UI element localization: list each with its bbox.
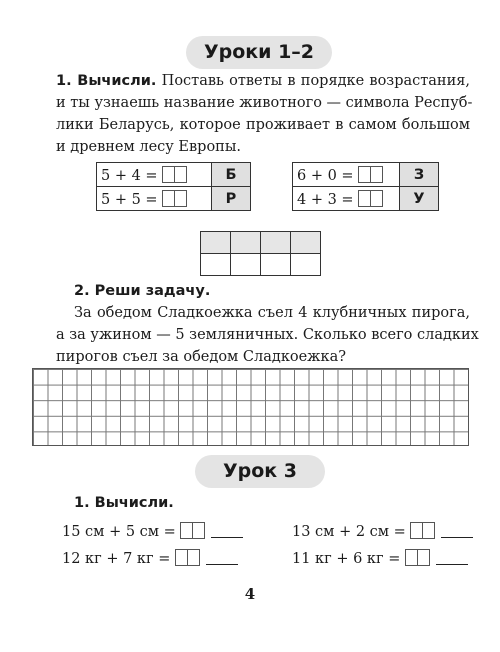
task1-line-2: и ты узнаешь название животного — символа Респуб- <box>56 95 473 111</box>
answer-box[interactable] <box>175 549 188 566</box>
right-example-table <box>292 162 439 211</box>
example-cell: 6 + 0 = <box>293 163 400 187</box>
grid-cell[interactable] <box>231 254 261 276</box>
letter-cell: У <box>400 187 439 211</box>
expression-3: 12 кг + 7 кг = <box>62 549 238 567</box>
answer-box[interactable] <box>371 190 383 207</box>
task1-text <box>56 70 473 158</box>
answer-line[interactable] <box>436 550 468 565</box>
task2-text <box>56 302 479 368</box>
table-row <box>293 187 439 211</box>
expression-4: 11 кг + 6 кг = <box>292 549 468 567</box>
letter-cell: З <box>400 163 439 187</box>
task2-line-3: пирогов съел за обедом Сладкоежка? <box>56 349 347 365</box>
task2-line-2: а за ужином — 5 земляничных. Сколько всего сладких <box>56 327 479 343</box>
grid-cell[interactable] <box>201 232 231 254</box>
task1-line-4: и древнем лесу Европы. <box>56 139 241 155</box>
task1-title: 1. Вычисли. <box>56 73 157 89</box>
answer-box[interactable] <box>418 549 430 566</box>
table-row <box>293 163 439 187</box>
answer-box[interactable] <box>193 522 205 539</box>
section-title-lessons-1-2: Уроки 1–2 <box>186 36 332 69</box>
answer-box[interactable] <box>423 522 435 539</box>
section-title-lesson-3: Урок 3 <box>195 455 325 488</box>
expression-1: 15 см + 5 см = <box>62 522 243 540</box>
answer-box[interactable] <box>405 549 418 566</box>
example-cell: 5 + 5 = <box>97 187 212 211</box>
solution-grid[interactable] <box>32 368 469 446</box>
grid-cell[interactable] <box>201 254 231 276</box>
answer-box[interactable] <box>371 166 383 183</box>
answer-box[interactable] <box>180 522 193 539</box>
answer-line[interactable] <box>211 523 243 538</box>
task1-line-1: 1. Вычисли. Поставь ответы в порядке возрастания, <box>56 73 471 89</box>
answer-box[interactable] <box>358 190 371 207</box>
answer-box[interactable] <box>358 166 371 183</box>
example-cell: 5 + 4 = <box>97 163 212 187</box>
task2-title: 2. Реши задачу. <box>74 283 211 299</box>
task3-title: 1. Вычисли. <box>74 495 174 511</box>
answer-box[interactable] <box>175 166 187 183</box>
example-cell: 4 + 3 = <box>293 187 400 211</box>
animal-name-grid <box>200 231 321 276</box>
page-number: 4 <box>244 585 256 603</box>
grid-cell[interactable] <box>261 254 291 276</box>
answer-line[interactable] <box>441 523 473 538</box>
task1-line-3: лики Беларусь, которое проживает в самом большом <box>56 117 470 133</box>
letter-cell: Б <box>212 163 251 187</box>
answer-line[interactable] <box>206 550 238 565</box>
table-row <box>97 163 251 187</box>
task2-line-1: За обедом Сладкоежка съел 4 клубничных пирога, <box>74 305 470 321</box>
answer-box[interactable] <box>162 190 175 207</box>
grid-cell[interactable] <box>261 232 291 254</box>
grid-cell[interactable] <box>231 232 261 254</box>
answer-box[interactable] <box>175 190 187 207</box>
expression-2: 13 см + 2 см = <box>292 522 473 540</box>
answer-box[interactable] <box>410 522 423 539</box>
letter-cell: Р <box>212 187 251 211</box>
left-example-table <box>96 162 251 211</box>
table-row <box>97 187 251 211</box>
answer-box[interactable] <box>162 166 175 183</box>
grid-cell[interactable] <box>291 232 321 254</box>
answer-box[interactable] <box>188 549 200 566</box>
grid-cell[interactable] <box>291 254 321 276</box>
